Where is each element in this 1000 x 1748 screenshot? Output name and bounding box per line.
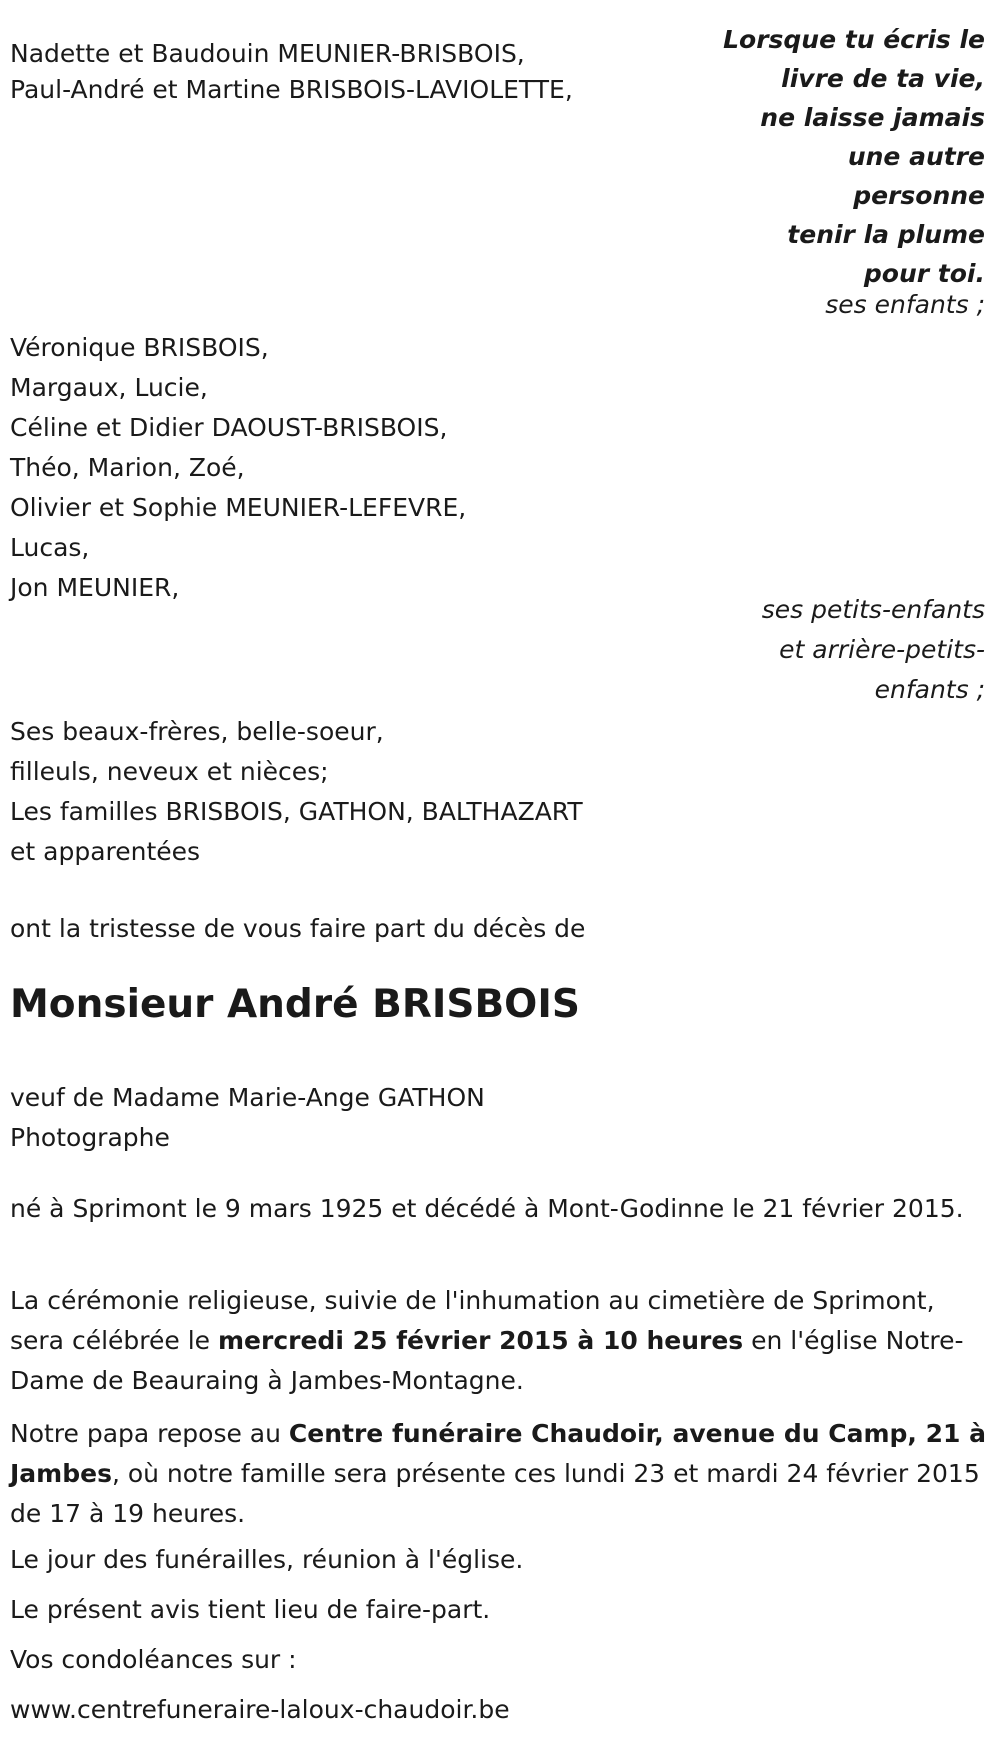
quote-line: personne — [853, 181, 985, 210]
deceased-info — [10, 1078, 485, 1158]
grandchildren-attribution-line: ses petits-enfants — [761, 595, 985, 624]
visitation-text: , où notre famille sera présente ces lundi 23 et mardi 24 février 2015 de 17 à 19 heures. — [10, 1459, 980, 1528]
grandchildren-line: Margaux, Lucie, — [10, 373, 208, 402]
website-link[interactable]: www.centrefuneraire-laloux-chaudoir.be — [10, 1695, 510, 1724]
notice: Le présent avis tient lieu de faire-part. — [10, 1595, 491, 1624]
grandchildren-line: Théo, Marion, Zoé, — [10, 453, 245, 482]
grandchildren-list — [10, 328, 466, 608]
grandchildren-line: Véronique BRISBOIS, — [10, 333, 269, 362]
children-line: Paul-André et Martine BRISBOIS-LAVIOLETTE, — [10, 75, 573, 104]
family-list — [10, 712, 583, 872]
visitation-location: Centre funéraire Chaudoir, avenue du Camp, 21 à Jambes — [10, 1419, 986, 1488]
ceremony-datetime: mercredi 25 février 2015 à 10 heures — [217, 1326, 744, 1355]
funeral-day: Le jour des funérailles, réunion à l'église. — [10, 1545, 524, 1574]
grandchildren-attribution-line: et arrière-petits- — [779, 635, 985, 664]
grandchildren-line: Lucas, — [10, 533, 90, 562]
grandchildren-attribution-line: enfants ; — [874, 675, 985, 704]
quote-line: pour toi. — [863, 259, 985, 288]
visitation-text: Notre papa repose au — [10, 1419, 289, 1448]
children-list — [10, 36, 573, 108]
deceased-info-line: Photographe — [10, 1123, 170, 1152]
grandchildren-line: Céline et Didier DAOUST-BRISBOIS, — [10, 413, 448, 442]
quote-line: Lorsque tu écris le — [723, 25, 985, 54]
visitation-paragraph — [10, 1414, 990, 1534]
quote-line: ne laisse jamais — [760, 103, 985, 132]
birth-death: né à Sprimont le 9 mars 1925 et décédé à Mont-Godinne le 21 février 2015. — [10, 1194, 964, 1223]
grandchildren-line: Jon MEUNIER, — [10, 573, 180, 602]
quote-line: tenir la plume — [787, 220, 985, 249]
quote — [585, 20, 985, 293]
children-line: Nadette et Baudouin MEUNIER-BRISBOIS, — [10, 39, 525, 68]
grandchildren-line: Olivier et Sophie MEUNIER-LEFEVRE, — [10, 493, 467, 522]
condolences-label: Vos condoléances sur : — [10, 1645, 297, 1674]
quote-line: livre de ta vie, — [781, 64, 985, 93]
ceremony-paragraph — [10, 1281, 990, 1401]
family-line: Ses beaux-frères, belle-soeur, — [10, 717, 384, 746]
deceased-info-line: veuf de Madame Marie-Ange GATHON — [10, 1083, 485, 1112]
deceased-name: Monsieur André BRISBOIS — [10, 982, 580, 1027]
ceremony-text: La cérémonie religieuse, suivie de l'inhumation au cimetière de Sprimont, sera célébrée le — [10, 1286, 935, 1355]
announcement: ont la tristesse de vous faire part du décès de — [10, 914, 586, 943]
quote-line: une autre — [847, 142, 985, 171]
family-line: filleuls, neveux et nièces; — [10, 757, 329, 786]
children-attribution: ses enfants ; — [825, 290, 985, 319]
ceremony-text: en l'église Notre-Dame de Beauraing à Jambes-Montagne. — [10, 1326, 964, 1395]
family-line: et apparentées — [10, 837, 201, 866]
family-line: Les familles BRISBOIS, GATHON, BALTHAZART — [10, 797, 583, 826]
grandchildren-attribution — [762, 590, 985, 710]
